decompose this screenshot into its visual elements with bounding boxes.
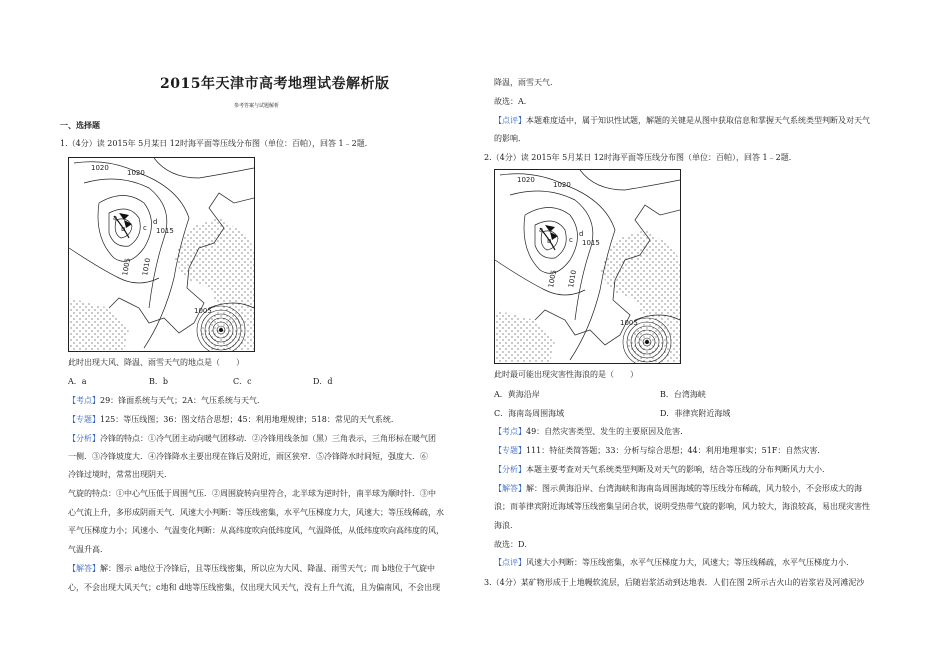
- q2-stem: 2.（4分）读 2015年 5月某日 12时海平面等压线分布图（单位：百帕），回答 1﹣2题．: [484, 153, 797, 162]
- q1-question: 此时出现大风、降温、雨雪天气的地点是（ ）: [68, 358, 244, 367]
- map2-label: d: [579, 230, 584, 238]
- q1-option-c[interactable]: C．c: [233, 377, 252, 386]
- isobar-map-svg-1: [69, 158, 254, 351]
- isobar-map-svg-2: [495, 170, 680, 363]
- map-label: 1015: [156, 227, 174, 235]
- q1-kaodian: 【考点】29：锋面系统与天气；2A：气压系统与天气．: [68, 396, 266, 405]
- map2-label: 1010: [567, 269, 579, 289]
- q1-fenxi-6: 气温升高．: [68, 545, 108, 554]
- q2-question: 此时最可能出现灾害性海浪的是（ ）: [494, 370, 638, 379]
- map2-label: 1005: [620, 319, 638, 327]
- q1-fenxi-4: 心气流上升，多形成阴雨天气．风速大小判断：等压线密集，水平气压梯度力大，风速大；等压线稀疏，水: [68, 508, 444, 517]
- q1-dianping-0: 【点评】本题难度适中，属于知识性试题，解题的关键是从图中获取信息和掌握天气系统类型判断及对天气: [494, 116, 870, 125]
- q1-option-d[interactable]: D．d: [313, 377, 333, 386]
- q1-fenxi-1: 一侧．③冷锋坡度大．④冷锋降水主要出现在锋后及附近，雨区狭窄．⑤冷锋降水时间短，强度大．⑥: [68, 452, 428, 461]
- q1-stem: 1.（4分）读 2015年 5月某日 12时海平面等压线分布图（单位：百帕），回答 1﹣2题．: [60, 139, 373, 148]
- map2-label: 1005: [547, 269, 559, 289]
- map2-label: c: [569, 236, 573, 244]
- map-label: d: [153, 218, 158, 226]
- q2-jieda-0: 【解答】解：图示黄海沿岸、台湾海峡和海南岛周围海域的等压线分布稀疏，风力较小，不会形成大的海: [494, 484, 862, 493]
- map-label: 1020: [127, 169, 145, 177]
- q1-zhuanti: 【专题】125：等压线图；36：图文结合思想；45：利用地理规律；518：常见的天气系统．: [68, 415, 399, 424]
- page-title: 2015年天津市高考地理试卷解析版: [160, 76, 390, 92]
- map2-label: b: [547, 237, 552, 245]
- q1-jieda-0: 【解答】解：图示 a地位于冷锋后，且等压线密集，所以应为大风、降温、雨雪天气；而 b地位于气旋中: [68, 564, 435, 573]
- q1-option-b[interactable]: B．b: [149, 377, 168, 386]
- q2-kaodian: 【考点】49：自然灾害类型、发生的主要原因及危害．: [494, 427, 689, 436]
- q1-jieda-1: 心，不会出现大风天气；c地和 d地等压线密集，仅出现大风天气，没有上升气流，且为偏南风，不会出现: [68, 583, 441, 592]
- map2-label: 1020: [553, 181, 571, 189]
- q1-fenxi-3: 气旋的特点：①中心气压低于周围气压．②周围旋转向里符合，北半球为逆时针，南半球为顺时针．③中: [68, 489, 436, 498]
- map-label: c: [143, 224, 147, 232]
- map-label: b: [121, 225, 126, 233]
- q2-option-a[interactable]: A．黄海沿岸: [494, 390, 540, 399]
- q2-jieda-1: 浪；而菲律宾附近海域等压线密集呈闭合状，说明受热带气旋的影响，风力较大，海浪较高，易出现灾害性: [494, 502, 870, 511]
- q2-jieda-2: 海浪．: [494, 521, 518, 530]
- q2-option-b[interactable]: B．台湾海峡: [660, 390, 706, 399]
- isobar-map-2: [494, 169, 681, 364]
- q2-dianping: 【点评】风速大小判断：等压线密集，水平气压梯度力大，风速大；等压线稀疏，水平气压梯度力小．: [494, 558, 854, 567]
- q1-answer: 故选：A．: [494, 97, 532, 106]
- sea-dots: [174, 218, 254, 351]
- map-label: 1010: [141, 257, 153, 277]
- map-label: 1005: [194, 307, 212, 315]
- q2-answer: 故选：D．: [494, 540, 533, 549]
- isobar-map-1: [68, 157, 255, 352]
- q2-fenxi: 【分析】本题主要考查对天气系统类型判断及对天气的影响，结合等压线的分布判断风力大小．: [494, 465, 830, 474]
- map2-label: 1020: [517, 176, 535, 184]
- map2-label: a: [539, 226, 544, 234]
- q2-option-c[interactable]: C．海南岛周围海域: [494, 409, 565, 418]
- map-label: a: [113, 214, 118, 222]
- section-heading: 一、选择题: [60, 120, 100, 130]
- q1-fenxi-2: 冷锋过境时，常常出现阴天．: [68, 470, 172, 479]
- map2-label: 1015: [582, 239, 600, 247]
- q2-option-d[interactable]: D．菲律宾附近海域: [660, 409, 731, 418]
- q2-zhuanti: 【专题】111：特征类简答题；33：分析与综合思想；44：利用地理事实；51F：自然灾害．: [494, 446, 826, 455]
- q1-fenxi-0: 【分析】冷锋的特点：①冷气团主动向暖气团移动．②冷锋用线条加（黑）三角表示，三角形标在暖气团: [68, 434, 436, 443]
- q1-jieda-cont: 降温，雨雪天气．: [494, 78, 558, 87]
- q1-dianping-1: 的影响．: [494, 134, 526, 143]
- q1-option-a[interactable]: A．a: [68, 377, 87, 386]
- q1-fenxi-5: 平气压梯度力小；风速小．气温变化判断：从高纬度吹向低纬度风，气温降低，从低纬度吹向高纬度的风，: [68, 526, 444, 535]
- map-label: 1005: [121, 257, 133, 277]
- page-subtitle: 参考答案与试题解析: [234, 103, 280, 109]
- map-label: 1020: [91, 164, 109, 172]
- q3-stem: 3.（4分）某矿物形成于上地幔软流层，后随岩浆活动到达地表．人们在图 2所示古火山的岩浆岩及河滩泥沙: [484, 578, 865, 587]
